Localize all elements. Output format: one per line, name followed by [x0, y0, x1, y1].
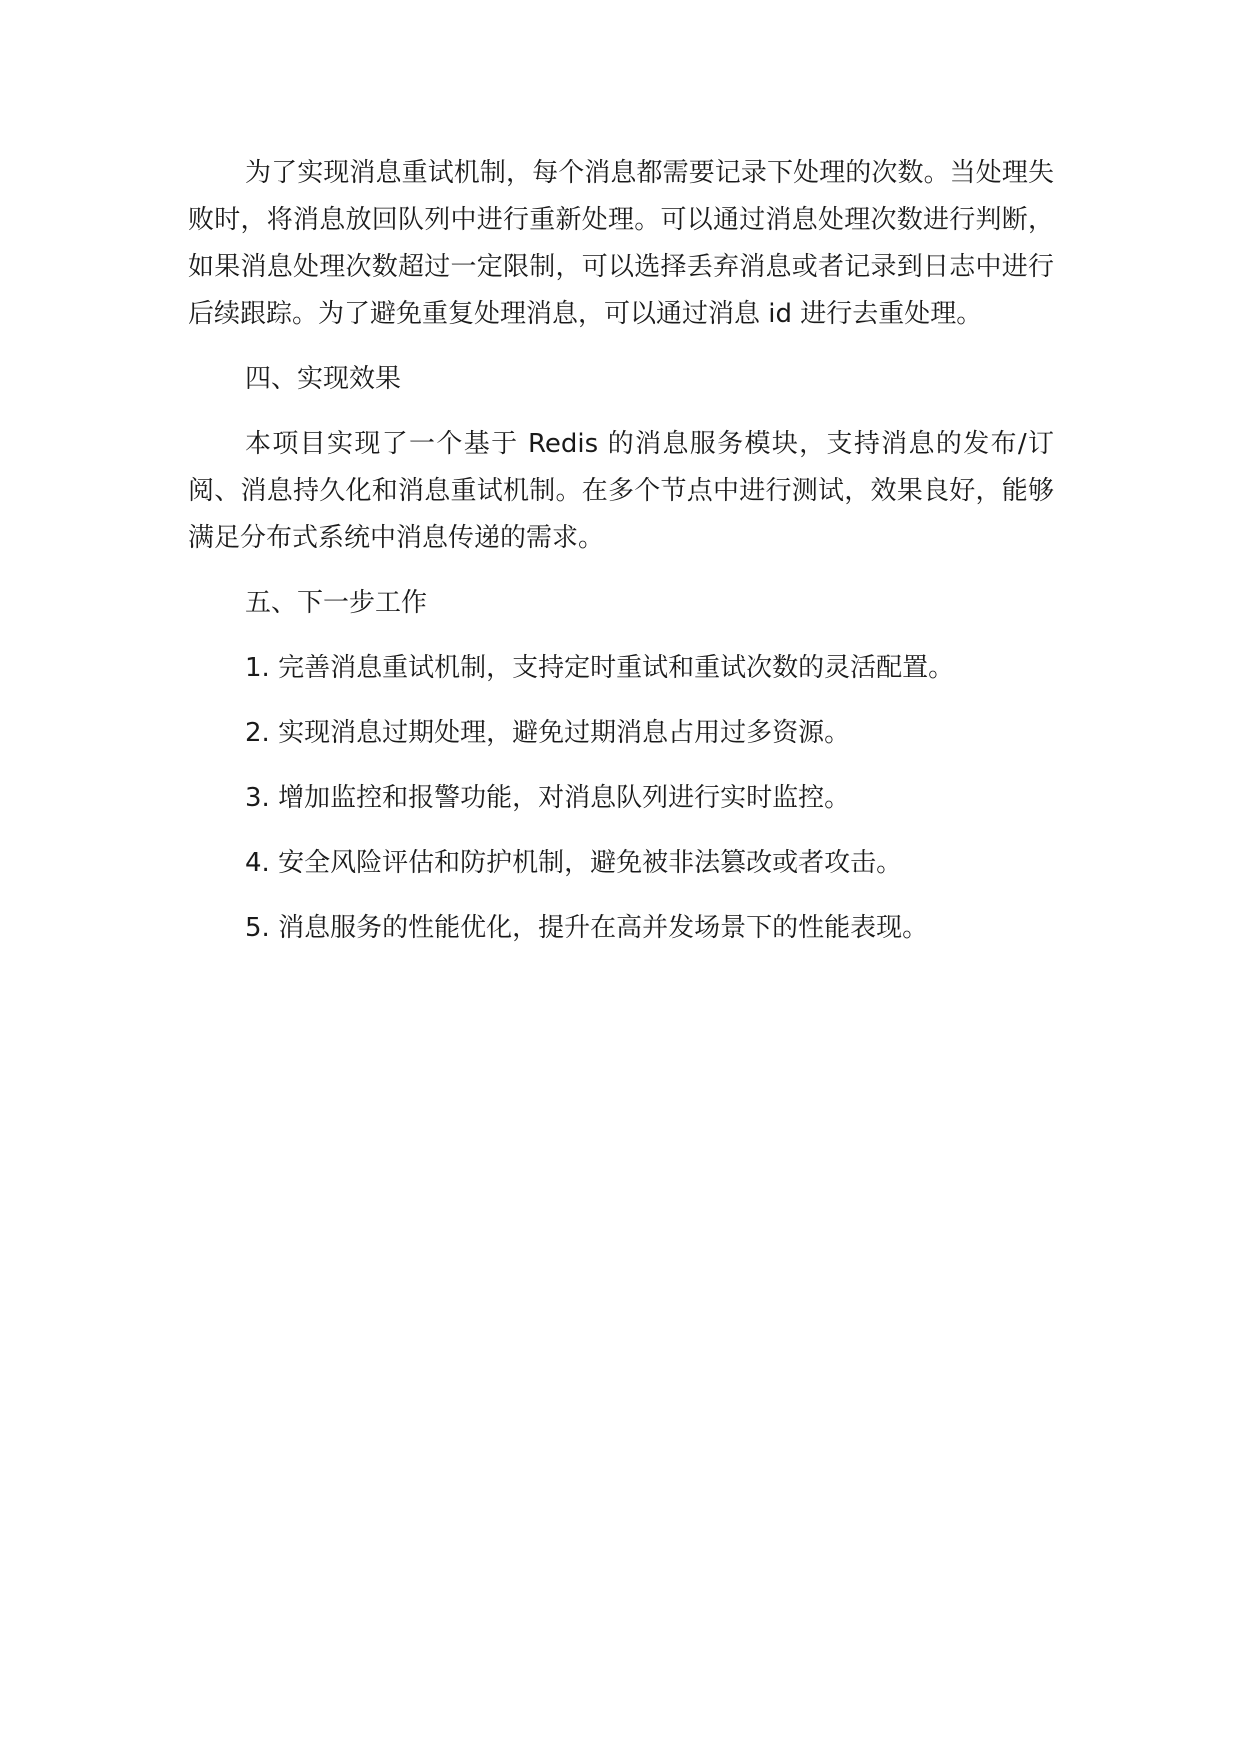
list-item: 1. 完善消息重试机制，支持定时重试和重试次数的灵活配置。: [245, 653, 955, 683]
section-4-heading: 四、实现效果: [245, 364, 402, 394]
section-4-body: 本项目实现了一个基于 Redis 的消息服务模块，支持消息的发布/订阅、消息持久化和消息重试机制。在多个节点中进行测试，效果良好，能够满足分布式系统中消息传递的需求。: [188, 429, 1054, 553]
next-steps-list: [188, 645, 1054, 952]
list-item: 3. 增加监控和报警功能，对消息队列进行实时监控。: [245, 783, 851, 813]
list-item: 2. 实现消息过期处理，避免过期消息占用过多资源。: [245, 718, 851, 748]
section-5-heading: 五、下一步工作: [245, 588, 428, 618]
list-item: 5. 消息服务的性能优化，提升在高并发场景下的性能表现。: [245, 913, 929, 943]
document-body: [188, 150, 1054, 970]
paragraph-retry-mechanism: 为了实现消息重试机制，每个消息都需要记录下处理的次数。当处理失败时，将消息放回队列中进行重新处理。可以通过消息处理次数进行判断，如果消息处理次数超过一定限制，可以选择丢弃消息或者记录到日志中进行后续跟踪。为了避免重复处理消息，可以通过消息 id 进行去重处理。: [188, 158, 1054, 329]
list-item: 4. 安全风险评估和防护机制，避免被非法篡改或者攻击。: [245, 848, 903, 878]
